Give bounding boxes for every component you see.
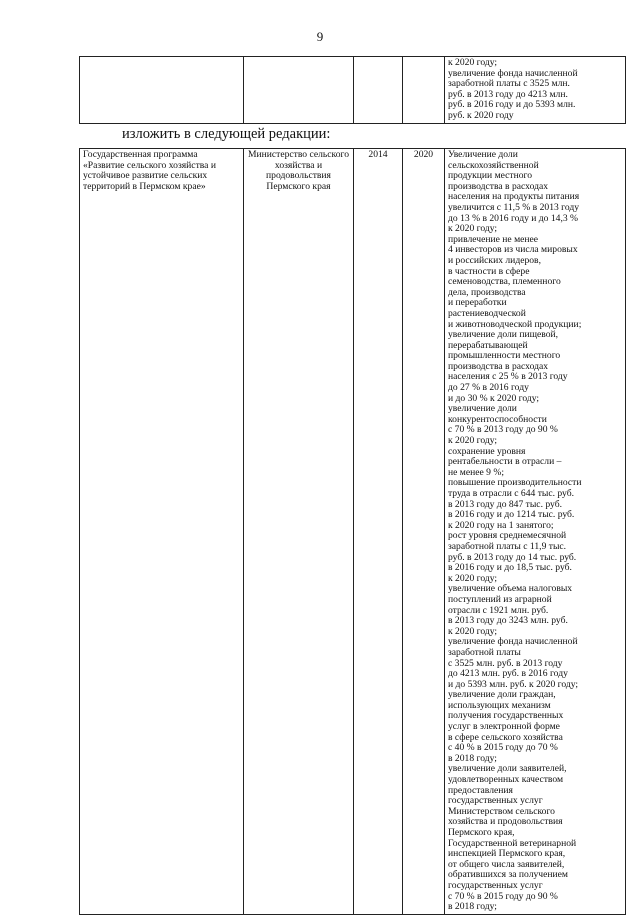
indicator-line: производства в расходах — [448, 360, 549, 372]
indicator-line: 4 инвесторов из числа мировых — [448, 244, 578, 256]
indicator-line: использующих механизм — [448, 699, 551, 711]
indicator-line: услуг в электронной форме — [448, 721, 560, 733]
indicator-line: увеличение доли пищевой, — [448, 329, 559, 341]
start-year-cell: 2014 — [354, 149, 403, 915]
indicator-line: продукции местного — [448, 170, 533, 182]
indicator-line: руб. в 2013 году до 14 тыс. руб. — [448, 551, 577, 563]
indicator-line: до 27 % в 2016 году — [448, 382, 529, 394]
indicator-line: к 2020 году; — [448, 572, 498, 584]
indicator-line: увеличение доли граждан, — [448, 689, 556, 701]
indicator-line: сохранение уровня — [448, 445, 526, 457]
indicator-line: и переработки — [448, 297, 507, 309]
indicator-line: сельскохозяйственной — [448, 159, 539, 171]
indicator-line: руб. в 2016 году и до 5393 млн. — [448, 99, 576, 111]
indicator-line: с 70 % в 2013 году до 90 % — [448, 424, 558, 436]
indicator-line: труда в отрасли с 644 тыс. руб. — [448, 488, 575, 499]
indicators-cell — [445, 149, 626, 915]
indicator-line: в сфере сельского хозяйства — [448, 731, 563, 743]
ministry-cell — [244, 57, 354, 124]
program-table — [79, 148, 626, 915]
indicator-line: государственных услуг — [448, 879, 543, 891]
indicator-line: в 2018 году; — [448, 752, 497, 764]
indicator-line: увеличение доли — [448, 403, 517, 415]
indicator-line: в 2016 году и до 1214 тыс. руб. — [448, 509, 575, 521]
indicator-line: в 2018 году; — [448, 901, 497, 913]
indicator-line: увеличение фонда начисленной — [448, 636, 578, 648]
indicator-line: с 40 % в 2015 году до 70 % — [448, 742, 558, 754]
indicator-line: увеличится с 11,5 % в 2013 году — [448, 201, 580, 213]
indicator-line: заработной платы — [448, 646, 521, 658]
table-row — [80, 149, 626, 915]
end-year-cell: 2020 — [403, 149, 445, 915]
indicator-line: инспекцией Пермского края, — [448, 848, 566, 860]
indicator-line: поступлений из аграрной — [448, 593, 552, 605]
indicator-line: населения с 25 % в 2013 году — [448, 371, 568, 383]
indicator-line: с 70 % в 2015 году до 90 % — [448, 890, 558, 902]
indicator-line: промышленности местного — [448, 350, 561, 362]
indicator-line: предоставления — [448, 784, 513, 796]
program-cell: Государственная программа «Развитие сельского хозяйства и устойчивое развитие сельских территорий в Пермском крае» — [80, 149, 244, 915]
indicator-line: и животноводческой продукции; — [448, 318, 582, 330]
indicator-line: государственных услуг — [448, 795, 543, 807]
indicator-line: рост уровня среднемесячной — [448, 530, 567, 542]
indicator-line: с 3525 млн. руб. в 2013 году — [448, 657, 563, 669]
indicator-line: до 13 % в 2016 году и до 14,3 % — [448, 212, 579, 224]
indicator-line: хозяйства и продовольствия — [448, 816, 563, 828]
indicator-line: населения на продукты питания — [448, 191, 580, 203]
indicator-line: привлечение не менее — [448, 233, 539, 245]
program-cell — [80, 57, 244, 124]
indicator-line: руб. к 2020 году — [448, 109, 514, 121]
page-number: 9 — [316, 29, 324, 44]
indicator-line: заработной платы с 11,9 тыс. — [448, 540, 567, 552]
indicator-line: отрасли с 1921 млн. руб. — [448, 604, 549, 616]
indicator-line: и до 30 % к 2020 году; — [448, 392, 540, 404]
section-heading: изложить в следующей редакции: — [122, 126, 331, 142]
indicator-line: Увеличение доли — [448, 149, 518, 160]
indicator-line: рентабельности в отрасли – — [448, 456, 562, 468]
indicator-line: не менее 9 %; — [448, 466, 505, 478]
indicator-line: повышение производительности — [448, 477, 582, 489]
indicator-line: и до 5393 млн. руб. к 2020 году; — [448, 678, 579, 690]
ministry-cell: Министерство сельского хозяйства и продовольствия Пермского края — [244, 149, 354, 915]
indicator-line: растениеводческой — [448, 307, 526, 319]
indicator-line: семеноводства, племенного — [448, 276, 561, 288]
indicator-line: до 4213 млн. руб. в 2016 году — [448, 668, 568, 680]
indicator-line: к 2020 году; — [448, 625, 498, 637]
continued-table — [79, 56, 626, 124]
indicator-line: и российских лидеров, — [448, 254, 541, 266]
indicator-line: к 2020 году на 1 занятого; — [448, 519, 554, 531]
indicator-line: в частности в сфере — [448, 265, 530, 277]
indicator-line: в 2013 году до 3243 млн. руб. — [448, 615, 568, 627]
indicator-line: в 2016 году и до 18,5 тыс. руб. — [448, 562, 572, 574]
indicator-line: к 2020 году; — [448, 223, 498, 235]
indicator-line: Государственной ветеринарной — [448, 837, 577, 849]
indicator-line: в 2013 году до 847 тыс. руб. — [448, 498, 562, 510]
indicator-line: конкурентоспособности — [448, 413, 547, 425]
indicator-line: обратившихся за получением — [448, 869, 568, 881]
indicator-line: получения государственных — [448, 710, 564, 722]
indicator-line: увеличение объема налоговых — [448, 583, 573, 595]
indicator-line: Министерством сельского — [448, 805, 555, 817]
indicator-line: дела, производства — [448, 286, 526, 298]
indicator-line: увеличение фонда начисленной — [448, 67, 578, 79]
indicator-line: Пермского края, — [448, 827, 515, 838]
indicator-line: перерабатывающей — [448, 339, 528, 351]
end-year-cell — [403, 57, 445, 124]
indicator-line: производства в расходах — [448, 180, 549, 192]
indicators-cell — [445, 57, 626, 124]
table-row — [80, 57, 626, 124]
indicator-line: увеличение доли заявителей, — [448, 763, 567, 775]
indicator-line: к 2020 году; — [448, 57, 498, 68]
start-year-cell — [354, 57, 403, 124]
indicator-line: от общего числа заявителей, — [448, 858, 565, 870]
indicator-line: удовлетворенных качеством — [448, 774, 564, 786]
indicator-line: заработной платы с 3525 млн. — [448, 78, 570, 90]
indicator-line: к 2020 году; — [448, 435, 498, 447]
indicator-line: руб. в 2013 году до 4213 млн. — [448, 88, 568, 100]
